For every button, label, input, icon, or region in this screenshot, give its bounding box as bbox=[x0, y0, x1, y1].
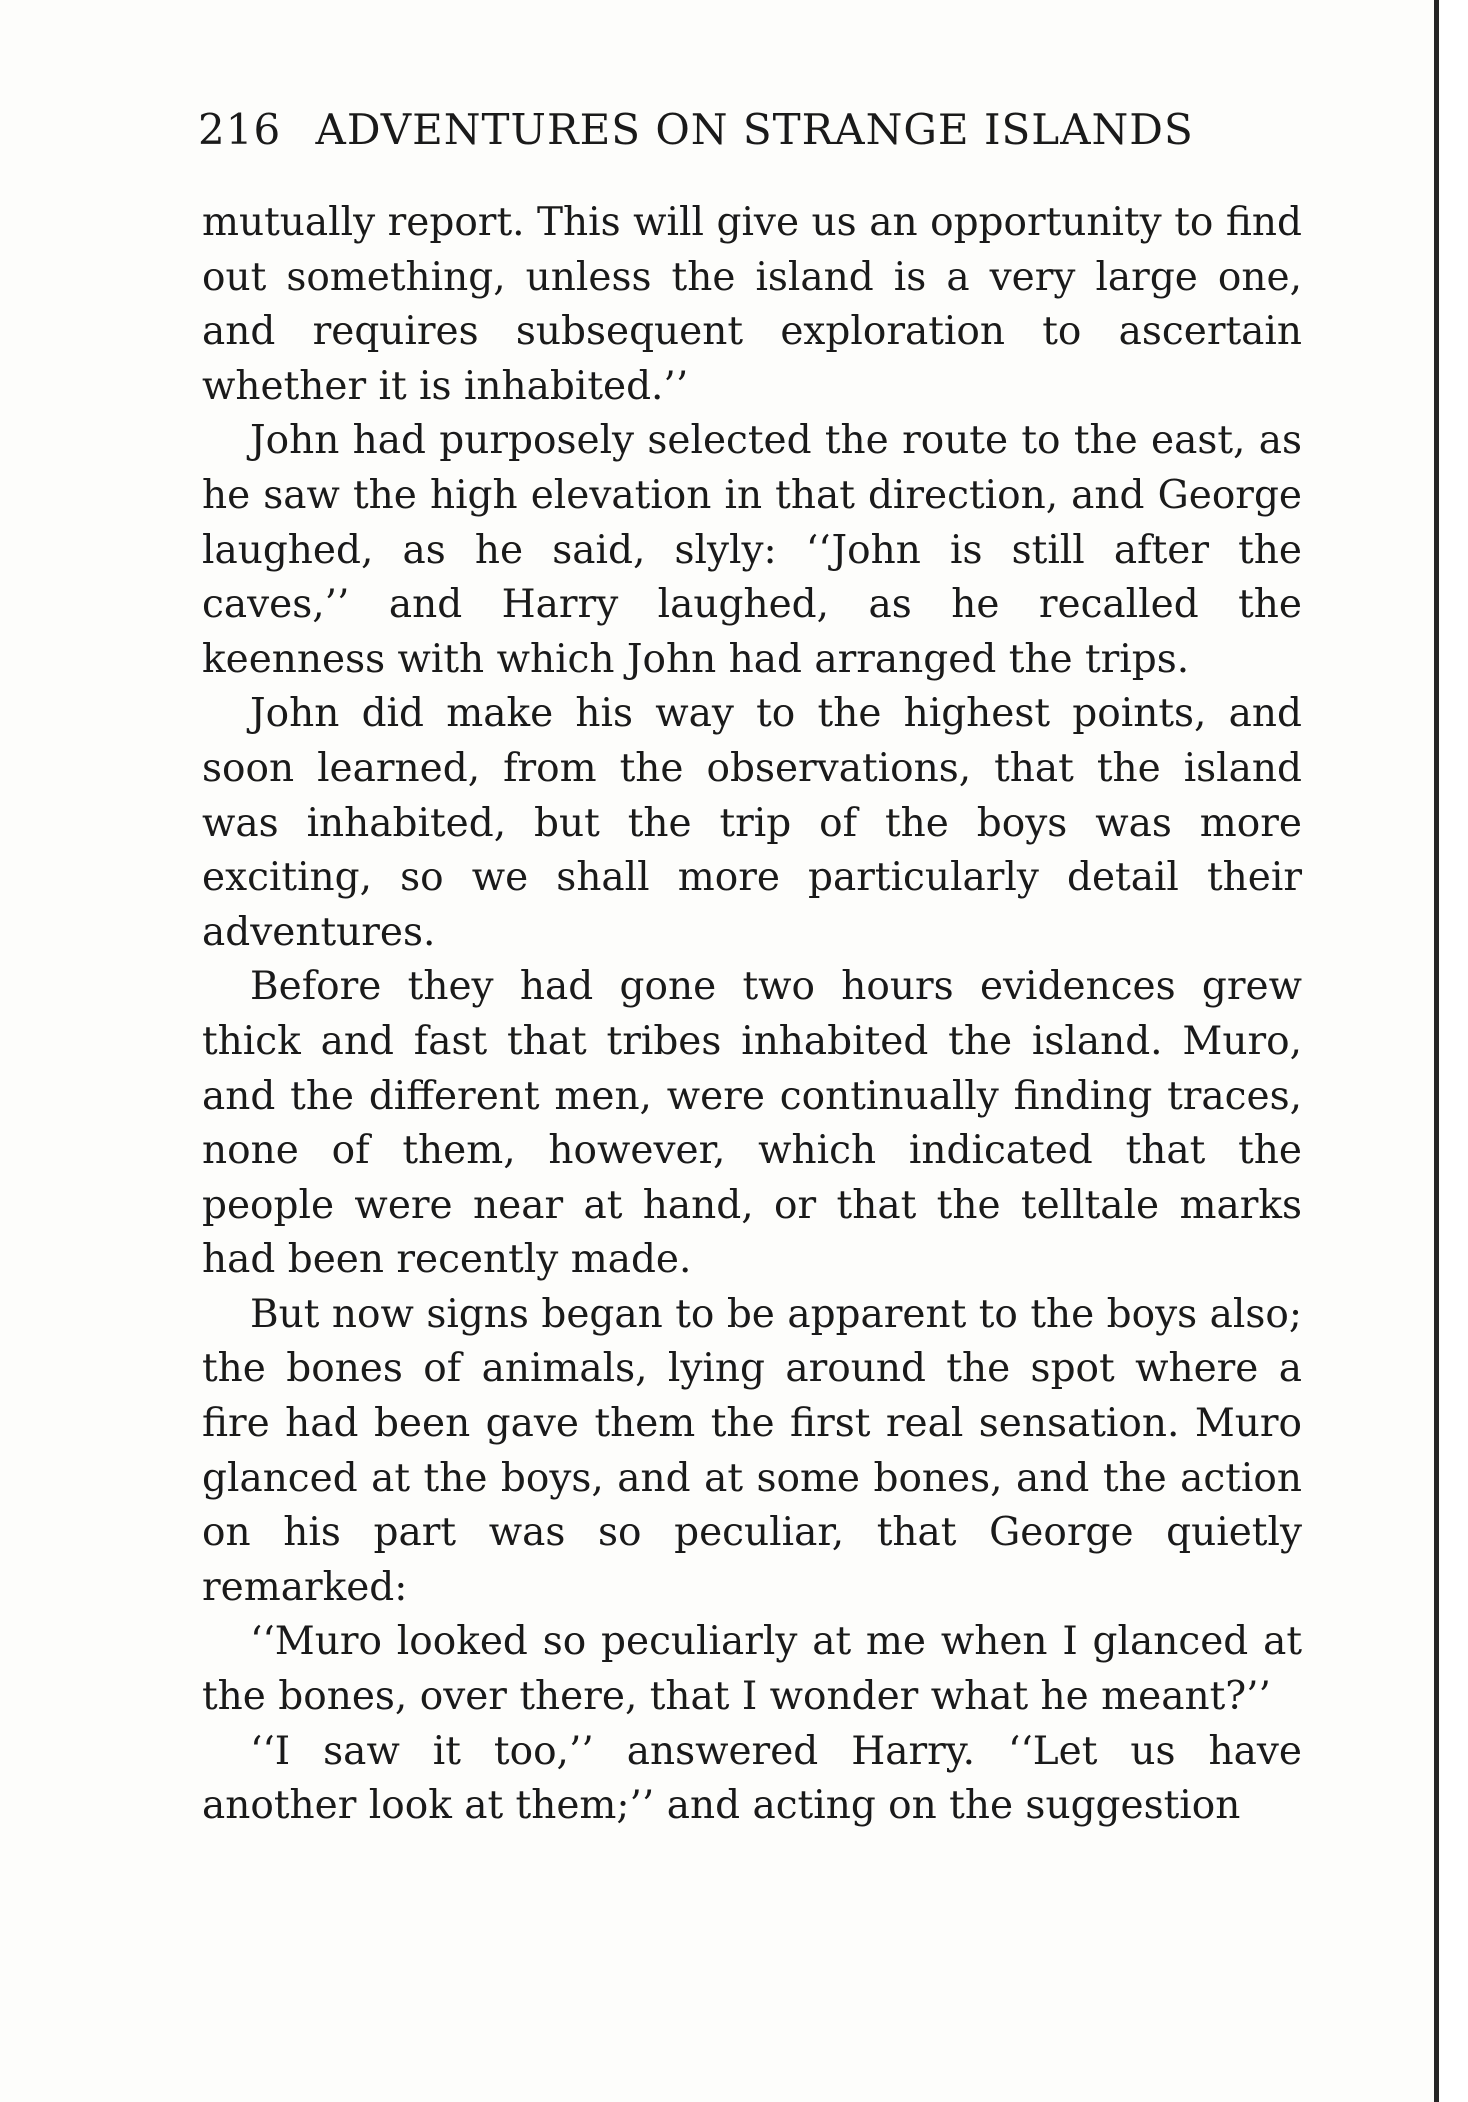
page-edge bbox=[1440, 0, 1468, 2102]
paragraph-1: mutually report. This will give us an opportunity to find out something, unless the island is a very large one, and requires subsequent exploration to ascertain whether it is inhabited.’’ bbox=[202, 200, 1302, 409]
paragraph-6: ‘‘Muro looked so peculiarly at me when I glanced at the bones, over there, that I wonder what he meant?’’ bbox=[202, 1619, 1302, 1720]
paragraph-4: Before they had gone two hours evidences grew thick and fast that tribes inhabited the island. Muro, and the different men, were continually finding traces, none of them, however, which indicated that the people were near at hand, or that the telltale marks had been recently made. bbox=[202, 964, 1302, 1283]
paragraph-7: ‘‘I saw it too,’’ answered Harry. ‘‘Let us have another look at them;’’ and acting on the suggestion bbox=[202, 1728, 1302, 1829]
body-text bbox=[202, 196, 1302, 1834]
paragraph-2: John had purposely selected the route to the east, as he saw the high elevation in that direction, and George laughed, as he said, slyly: ‘‘John is still after the caves,’’ and Harry laughed, as he recalled the keenness with which John had arranged the trips. bbox=[202, 418, 1302, 682]
page-number: 216 bbox=[198, 105, 282, 154]
paragraph-3: John did make his way to the highest points, and soon learned, from the observations, that the island was inhabited, but the trip of the boys was more exciting, so we shall more particularly detail their adventures. bbox=[202, 691, 1302, 955]
paragraph-5: But now signs began to be apparent to the boys also; the bones of animals, lying around the spot where a fire had been gave them the first real sensation. Muro glanced at the boys, and at some bones, and the action on his part was so peculiar, that George quietly remarked: bbox=[202, 1291, 1302, 1610]
running-header bbox=[198, 105, 1288, 167]
running-title: ADVENTURES ON STRANGE ISLANDS bbox=[315, 105, 1194, 154]
binding-shadow bbox=[1434, 0, 1439, 2102]
